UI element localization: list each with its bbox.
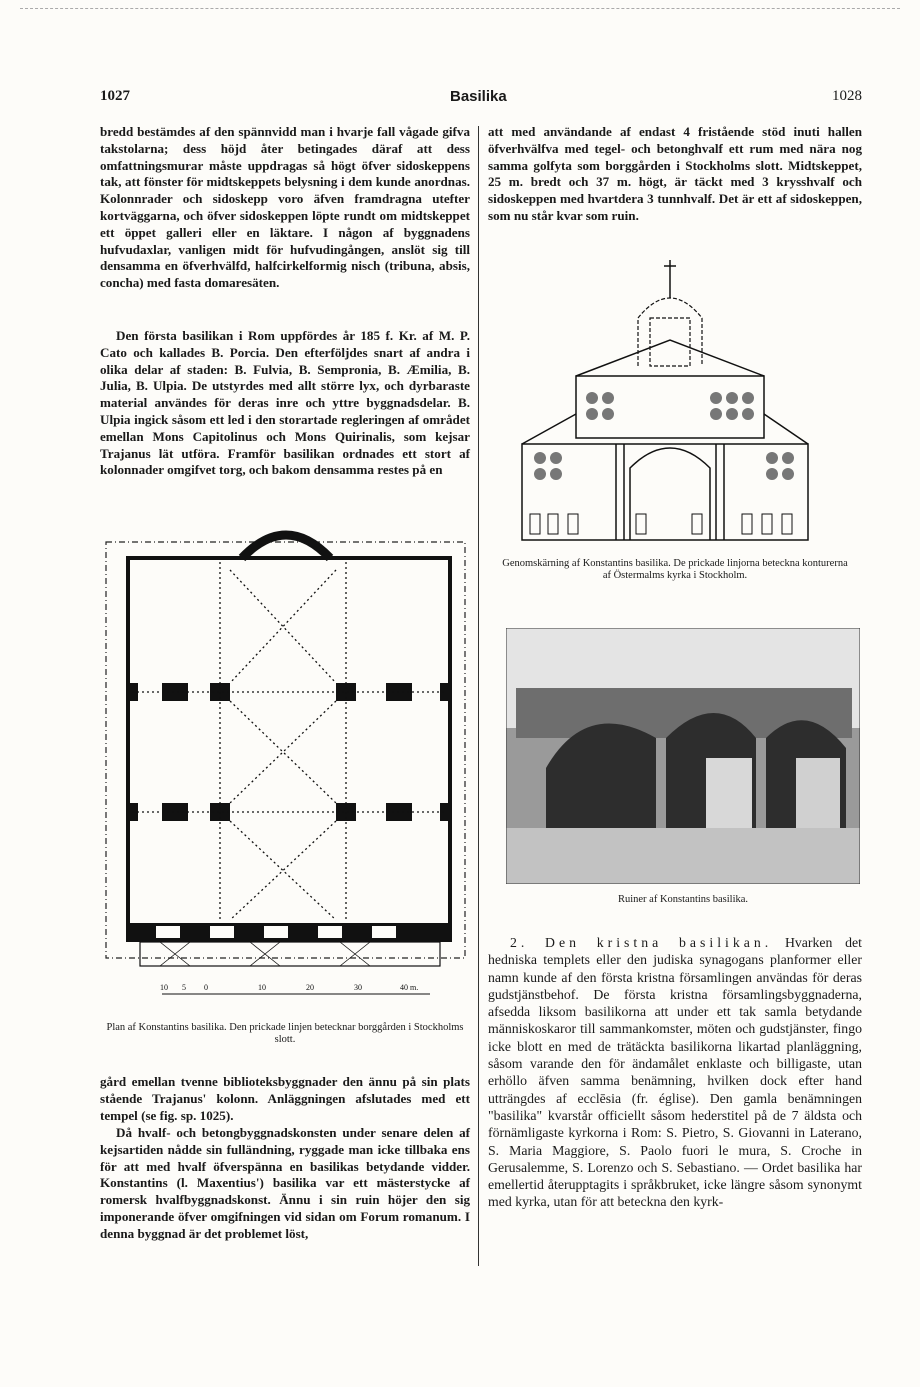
column-rule	[478, 126, 479, 1266]
left-paragraph-4: Då hvalf- och betongbyggnadskonsten under senare delen af kejsartiden nådde sin fulländning, ryggade man icke tillbaka ens för att med hvalf öfverspänna en basilikas betydande vidder. Konstantins (l. Maxentius') basilika var ett mästerstycke af romersk hvalfbyggnadskonst. Ännu i sin ruin höjer den sig imponerande öfver omgifningen vid sidan om Forum romanum. I denna byggnad är det problemet löst,	[100, 1125, 470, 1241]
left-paragraph-2: Den första basilikan i Rom uppfördes år 185 f. Kr. af M. P. Cato och kallades B. Porcia. Den efterföljdes snart af andra i olika delar af staden: B. Fulvia, B. Sempronia, B. Æmilia, B. Julia, B. Ulpia. De utstyrdes med allt större lyx, och dyrbaraste material användes för deras inre och yttre byggnadsdelar. B. Ulpia ingick såsom ett led i den storartade regleringen af området emellan Mons Capitolinus och Mons Quirinalis, som kejsar Trajanus lät utföra. Framför basilikan ordnades ett stort af kolonnader omgifvet torg, och bakom densamma restes på en	[100, 328, 470, 478]
scale-label: 10	[258, 983, 266, 992]
page-top-rule	[20, 8, 900, 9]
right-paragraph-1: att med användande af endast 4 fristående stöd inuti hallen öfverhvälfva med tegel- och betonghvalf ett rum med nära nog samma golfyta som borggården i Stockholms slott. Midtskeppet, 25 m. bredt och 37 m. högt, är täckt med 3 krysshvalf och sidoskeppen med hvartdera 3 tunnhvalf. Det är ett af sidoskeppen, som nu står kvar som ruin.	[488, 124, 862, 223]
section-body: Hvarken det hedniska templets eller den judiska synagogans planformer eller namn kunde af den första kristna församlingen användas för deras gudstjänstbehof. De första kristna församlingsbyggnaderna, afsedda liksom basilikorna att under ett tak samla betydande människoskaror till sammankomster, möten och gudstjänster, fingo icke blott en med de trätäckta basilikorna likartad planläggning, såsom varande den för ändamålet enklaste och billigaste, utan erhöllo äfven samma benämning, hvilken dock efter hand utträngdes af ecclēsia (fr. église). Den gamla benämningen "basilika" kvarstår officiellt såsom hederstitel på de 7 äldsta och förnämligaste kyrkorna i Rom: S. Pietro, S. Giovanni in Laterano, S. Maria Maggiore, S. Paolo fuori le mura, S. Croche in Gerusalemme, S. Lorenzo och S. Sebastiano. — Ordet basilika har emellertid återupptagits i språkbruket, icke längre såsom synonymt med kyrka, utan för att beteckna den kyrk-	[488, 935, 862, 1210]
right-page-number: 1028	[832, 88, 862, 104]
left-paragraph-3: gård emellan tvenne biblioteksbyggnader den ännu på sin plats stående Trajanus' kolonn. Anläggningen afslutades med ett tempel (se fig. sp. 1025).	[100, 1074, 470, 1123]
scale-label: 20	[306, 983, 314, 992]
section-caption: Genomskärning af Konstantins basilika. De prickade linjorna beteckna konturerna af Östermalms kyrka i Stockholm.	[502, 558, 848, 581]
scale-label: 10	[160, 983, 168, 992]
page-header	[100, 88, 862, 112]
running-title: Basilika	[450, 88, 507, 105]
scale-label: 30	[354, 983, 362, 992]
basilica-floor-plan	[100, 528, 470, 998]
left-page-number: 1027	[100, 88, 130, 104]
ruin-caption: Ruiner af Konstantins basilika.	[617, 894, 749, 905]
scale-label: 0	[204, 983, 208, 992]
right-paragraph-2	[488, 934, 862, 1211]
ruin-photograph	[506, 628, 860, 884]
scale-label: 5	[182, 983, 186, 992]
section-heading: 2. Den kristna basilikan.	[510, 935, 773, 950]
left-paragraph-1: bredd bestämdes af den spännvidd man i hvarje fall vågade gifva takstolarna; dess höjd åter betingades däraf att dess omfattningsmurar måste uppdragas så högt öfver sidoskeppens tak, att fönster för midtskeppets belysning i dem kunde anordnas. Kolonnrader och sidoskepp voro äfven framdragna utefter kortväggarna, och öfver sidoskeppen löpte rundt om midtskeppet ett öppet galleri eller en läktare. I någon af byggnadens hufvudaxlar, vanligen midt för hufvudingången, anslöt sig till densamma en öfverhvälfd, halfcirkelformig nisch (tribuna, absis, concha) med fasta domaresäten.	[100, 124, 470, 291]
scale-label: 40 m.	[400, 983, 419, 992]
plan-caption: Plan af Konstantins basilika. Den prickade linjen betecknar borggården i Stockholms slott.	[106, 1022, 464, 1045]
basilica-section-drawing	[520, 258, 810, 548]
